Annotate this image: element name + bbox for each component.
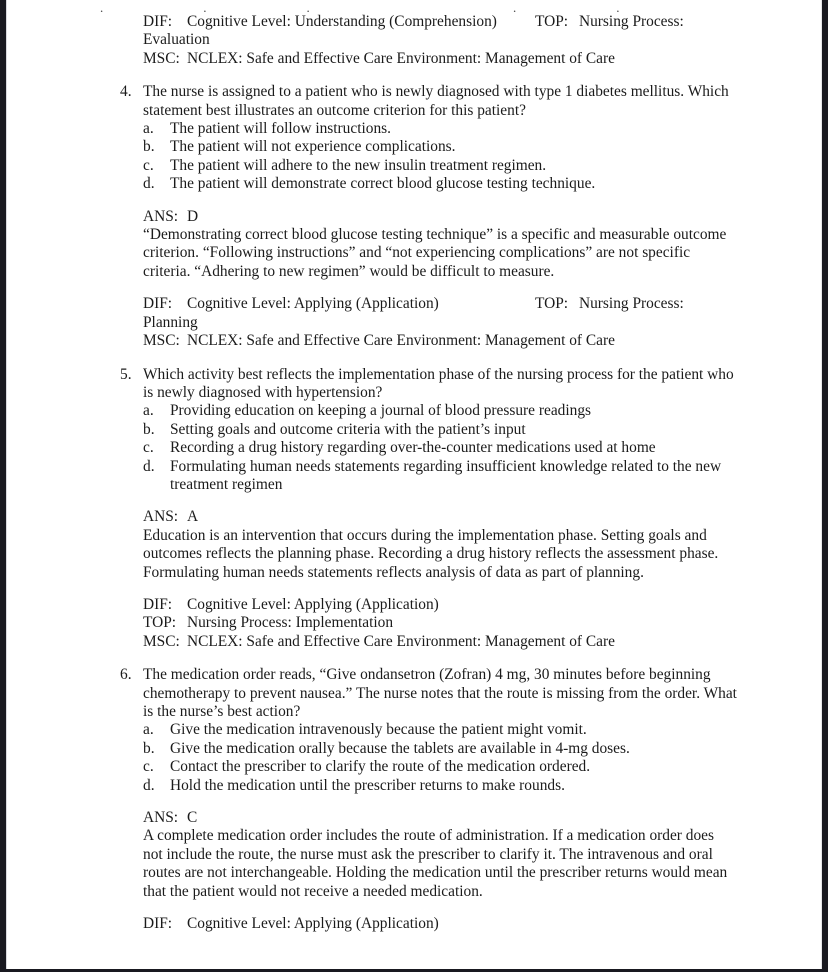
option-text: Providing education on keeping a journal of blood pressure readings	[170, 402, 592, 420]
question-body	[143, 366, 737, 495]
top-label: TOP:	[143, 614, 177, 632]
msc-value: NCLEX: Safe and Effective Care Environment: Management of Care	[187, 332, 615, 350]
option-text: Recording a drug history regarding over-the-counter medications used at home	[170, 439, 656, 457]
option-letter: b.	[143, 420, 155, 438]
top-line	[143, 614, 735, 632]
msc-line	[143, 633, 735, 651]
dif-label: DIF:	[143, 295, 173, 313]
option-a	[143, 721, 737, 739]
option-c	[143, 439, 737, 457]
option-c	[143, 758, 737, 776]
top-value-wrap: Planning	[143, 313, 198, 331]
dif-label: DIF:	[143, 13, 173, 30]
option-text: Setting goals and outcome criteria with the patient’s input	[170, 420, 526, 438]
ans-label: ANS:	[143, 207, 179, 225]
option-letter: d.	[143, 776, 155, 794]
question-stem: Which activity best reflects the implementation phase of the nursing process for the patient who is newly diagnosed with hypertension?	[143, 365, 734, 401]
option-letter: a.	[143, 721, 154, 739]
dif-value: Cognitive Level: Applying (Application)	[187, 915, 439, 933]
msc-label: MSC:	[143, 632, 180, 650]
ans-label: ANS:	[143, 508, 179, 526]
option-text: The patient will not experience complications.	[170, 138, 456, 156]
option-letter: c.	[143, 156, 154, 174]
msc-value: NCLEX: Safe and Effective Care Environment: Management of Care	[187, 49, 615, 67]
option-text: Hold the medication until the prescriber returns to make rounds.	[170, 776, 565, 794]
ans-value: D	[187, 207, 199, 225]
option-c	[143, 157, 737, 175]
option-text: Formulating human needs statements regarding insufficient knowledge related to the new treatment regimen	[170, 457, 722, 493]
meta-block-5	[143, 596, 735, 651]
top-value: Nursing Process:	[579, 295, 684, 313]
option-d	[143, 458, 737, 495]
dif-line	[143, 915, 735, 933]
top-column	[535, 13, 684, 31]
answer-line	[143, 809, 735, 827]
question-stem: The nurse is assigned to a patient who is newly diagnosed with type 1 diabetes mellitus. Which statement best illustrates an outcome criterion for this patient?	[143, 83, 729, 119]
option-b	[143, 138, 737, 156]
option-letter: c.	[143, 758, 154, 776]
option-letter: c.	[143, 439, 154, 457]
top-column	[535, 295, 684, 313]
option-d	[143, 175, 737, 193]
answer-block-5	[143, 508, 735, 582]
option-b	[143, 421, 737, 439]
option-letter: d.	[143, 457, 155, 475]
option-a	[143, 120, 737, 138]
document-page	[6, 0, 822, 969]
msc-line	[143, 50, 735, 68]
option-letter: a.	[143, 120, 154, 138]
option-letter: a.	[143, 402, 154, 420]
option-text: Contact the prescriber to clarify the route of the medication ordered.	[170, 758, 591, 776]
option-letter: d.	[143, 175, 155, 193]
option-b	[143, 740, 737, 758]
question-5	[120, 366, 742, 495]
option-letter: b.	[143, 739, 155, 757]
top-value: Nursing Process: Implementation	[187, 614, 394, 632]
top-label: TOP:	[535, 13, 569, 30]
dif-label: DIF:	[143, 915, 173, 933]
answer-line	[143, 208, 735, 226]
question-4	[120, 83, 742, 193]
answer-line	[143, 508, 735, 526]
msc-label: MSC:	[143, 49, 180, 67]
option-text: The patient will demonstrate correct blood glucose testing technique.	[170, 175, 596, 193]
ans-label: ANS:	[143, 809, 179, 827]
question-body	[143, 666, 737, 795]
dif-value: Cognitive Level: Applying (Application)	[187, 295, 439, 313]
page-right-edge	[821, 0, 828, 972]
question-number: 5.	[120, 365, 132, 383]
dif-value: Cognitive Level: Applying (Application)	[187, 595, 439, 613]
page-left-edge	[0, 0, 7, 972]
ans-value: A	[187, 508, 199, 526]
msc-line	[143, 332, 735, 350]
meta-block-4	[143, 295, 735, 350]
option-text: Give the medication intravenously because the patient might vomit.	[170, 721, 587, 739]
rationale: Education is an intervention that occurs during the implementation phase. Setting goals and outcomes reflects the planning phase. Recording a drug history reflects the assessment phase. Formulating human needs statements reflects analysis of data as part of planning.	[143, 526, 719, 581]
msc-label: MSC:	[143, 332, 180, 350]
option-text: Give the medication orally because the tablets are available in 4-mg doses.	[170, 739, 630, 757]
question-6	[120, 666, 742, 795]
dif-top-line	[143, 295, 735, 313]
question-stem: The medication order reads, “Give ondansetron (Zofran) 4 mg, 30 minutes before beginning chemotherapy to prevent nausea.” The nurse notes that the route is missing from the order. What is the nurse’s best action?	[143, 666, 737, 720]
answer-block-6	[143, 809, 735, 901]
top-value-wrap: Evaluation	[143, 31, 210, 49]
prev-answer-meta-block	[143, 13, 735, 68]
top-value: Nursing Process:	[579, 13, 684, 30]
question-body	[143, 83, 737, 193]
rationale: A complete medication order includes the route of administration. If a medication order does not include the route, the nurse must ask the prescriber to clarify it. The intravenous and oral routes are not interchangeable. Holding the medication until the prescriber returns would mean that the patient would not receive a needed medication.	[143, 827, 728, 900]
answer-block-4	[143, 208, 735, 282]
question-number: 6.	[120, 666, 132, 684]
dif-value: Cognitive Level: Understanding (Comprehension)	[187, 13, 497, 30]
msc-value: NCLEX: Safe and Effective Care Environment: Management of Care	[187, 632, 615, 650]
question-number: 4.	[120, 83, 132, 101]
top-label: TOP:	[535, 295, 569, 313]
option-letter: b.	[143, 138, 155, 156]
option-text: The patient will adhere to the new insulin treatment regimen.	[170, 156, 547, 174]
option-text: The patient will follow instructions.	[170, 120, 391, 138]
meta-block-6	[143, 915, 735, 933]
option-a	[143, 402, 737, 420]
dif-line	[143, 596, 735, 614]
option-d	[143, 777, 737, 795]
dif-top-line	[143, 13, 735, 31]
dif-label: DIF:	[143, 595, 173, 613]
ans-value: C	[187, 809, 198, 827]
rationale: “Demonstrating correct blood glucose testing technique” is a specific and measurable outcome criterion. “Following instructions” and “not experiencing complications” are not specific criteria. “Adhering to new regimen” would be difficult to measure.	[143, 226, 727, 280]
